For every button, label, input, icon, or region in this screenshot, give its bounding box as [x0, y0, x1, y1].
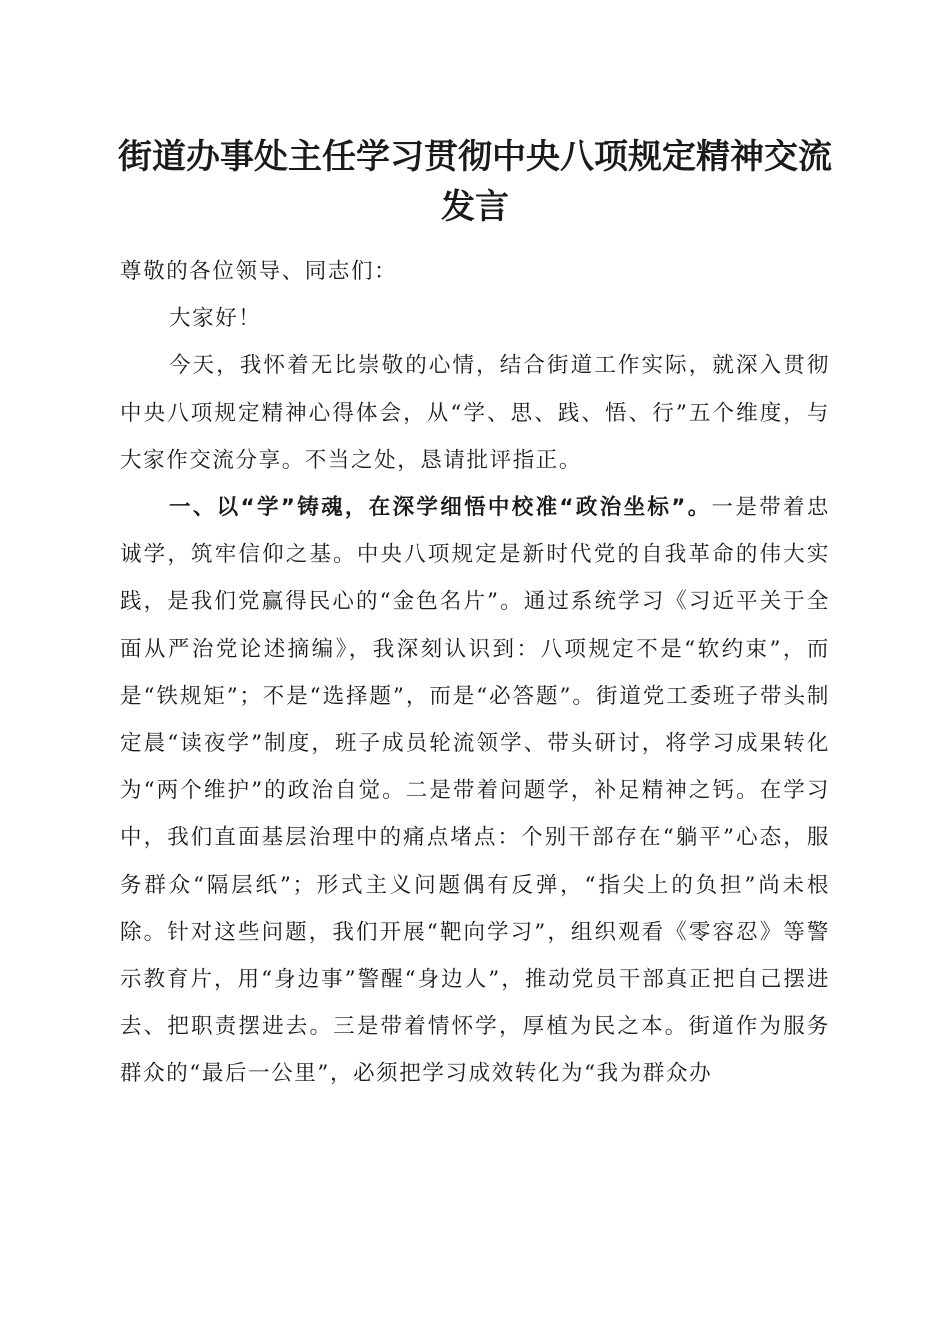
document-body — [120, 248, 830, 1098]
document-title: 街道办事处主任学习贯彻中央八项规定精神交流发言 — [118, 137, 832, 227]
section-1-content: 一是带着忠诚学，筑牢信仰之基。中央八项规定是新时代党的自我革命的伟大实践，是我们党赢得民心的“金色名片”。通过系统学习《习近平关于全面从严治党论述摘编》，我深刻认识到：八项规定不是“软约束”，而是“铁规矩”；不是“选择题”，而是“必答题”。街道党工委班子带头制定晨“读夜学”制度，班子成员轮流领学、带头研讨，将学习成果转化为“两个维护”的政治自觉。二是带着问题学，补足精神之钙。在学习中，我们直面基层治理中的痛点堵点：个别干部存在“躺平”心态，服务群众“隔层纸”；形式主义问题偶有反弹，“指尖上的负担”尚未根除。针对这些问题，我们开展“靶向学习”，组织观看《零容忍》等警示教育片，用“身边事”警醒“身边人”，推动党员干部真正把自己摆进去、把职责摆进去。三是带着情怀学，厚植为民之本。街道作为服务群众的“最后一公里”，必须把学习成效转化为“我为群众办 — [120, 495, 830, 1087]
salutation: 尊敬的各位领导、同志们： — [120, 259, 398, 284]
section-1-paragraph — [120, 484, 830, 1098]
greeting: 大家好！ — [169, 306, 262, 332]
intro-paragraph: 今天，我怀着无比崇敬的心情，结合街道工作实际，就深入贯彻中央八项规定精神心得体会，从“学、思、践、悟、行”五个维度，与大家作交流分享。不当之处，恳请批评指正。 — [120, 353, 830, 473]
section-1-heading: 一、以“学”铸魂，在深学细悟中校准“政治坐标”。 — [169, 495, 712, 521]
